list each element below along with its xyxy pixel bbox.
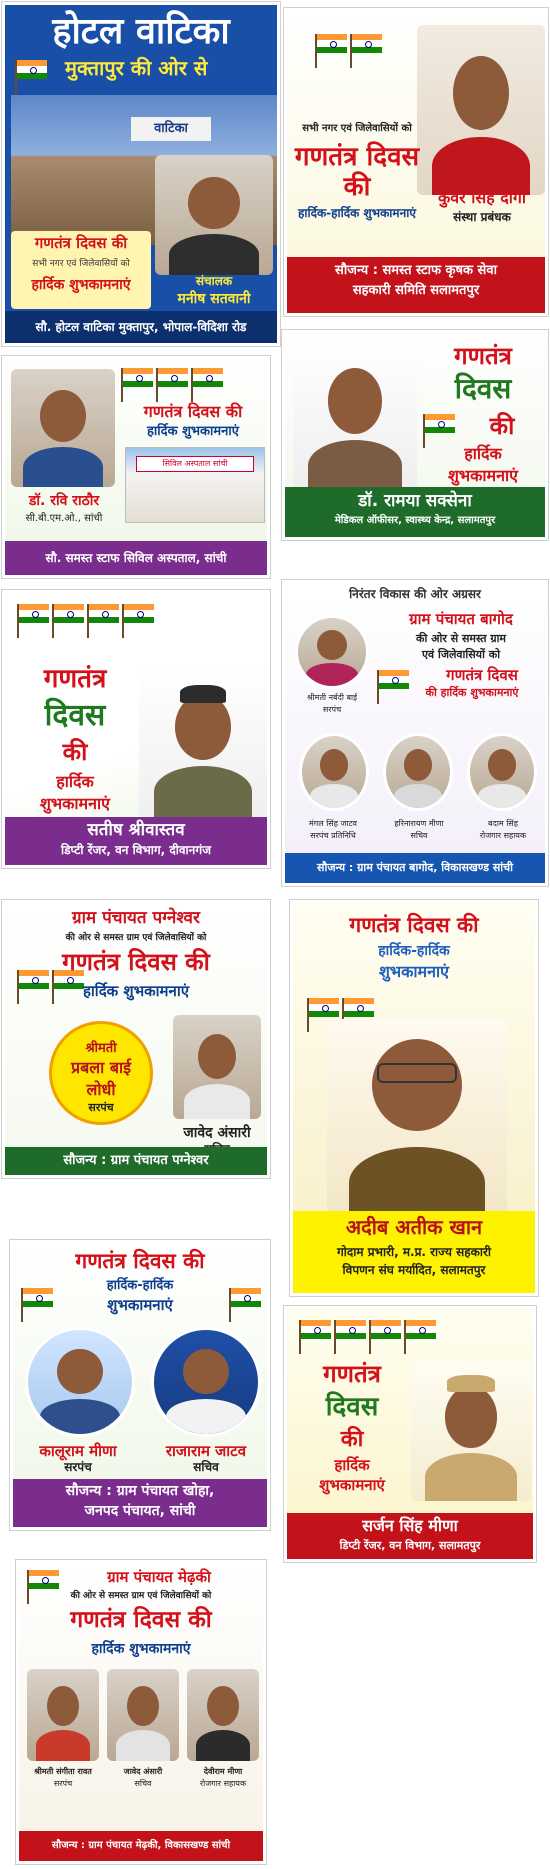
ad6-wish: की हार्दिक शुभकामनाएं [425,686,519,699]
ad7-badge-role: सरपंच [88,1101,114,1114]
ad-gram-panchayat-medhki [16,1560,266,1864]
ad11-person-3-name: देवीराम मीणा [203,1767,243,1776]
ad10-person-photo [411,1361,531,1501]
ad8-person-role-2: विपणन संघ मर्यादित, सलामतपुर [342,1263,486,1278]
ad5-flags-icon [19,603,154,624]
ad1-subtitle: मुक्तापुर की ओर से [65,56,208,80]
ad10-title-2: दिवस [325,1392,379,1422]
ad11-person-photo-3 [187,1669,259,1761]
ad7-badge-line1: श्रीमती [85,1041,117,1056]
ad-gram-panchayat-bagod [282,580,548,886]
ad2-footer-line1: सौजन्य : समस्त स्टाफ कृषक सेवा [335,263,497,278]
ad1-person-name: मनीष सतवानी [177,291,251,307]
ad9-person-photo-2 [151,1327,261,1437]
ad-civil-hospital [2,356,270,578]
ad6-person-1-role: सरपंच [322,705,342,714]
ad8-flags-icon [309,997,374,1018]
ad3-title: गणतंत्र दिवस की [143,402,243,421]
ad10-footer [287,1513,533,1559]
ad9-person-1-name: कालूराम मीणा [39,1442,117,1460]
ad6-person-2-name: मंगल सिंह जाटव [308,819,357,828]
ad3-person-name: डॉ. रवि राठौर [28,493,100,509]
ad8-wish-2: शुभकामनाएं [378,962,449,981]
ad1-greeting-title: गणतंत्र दिवस की [34,234,128,252]
ad6-person-photo-3 [383,733,453,811]
ad6-person-4-name: बदाम सिंह [488,819,518,828]
ad4-flags-icon [425,413,455,434]
ad11-person-1-name: श्रीमती संगीता रावत [34,1767,92,1776]
ad10-person-name: सर्जन सिंह मीणा [362,1516,458,1535]
ad7-footer: सौजन्य : ग्राम पंचायत पग्नेश्वर [5,1147,267,1175]
ad1-greeting-box [11,231,151,309]
ad11-person-2-role: सचिव [134,1779,152,1788]
ad2-person-photo [417,25,545,195]
ad9-wish-2: शुभकामनाएं [107,1296,173,1314]
ad5-title-2: दिवस [44,698,106,733]
ad4-person-name: डॉ. रामया सक्सेना [358,491,472,511]
ad4-person-role: मेडिकल ऑफीसर, स्वास्थ्य केन्द्र, सलामतपुर [334,515,496,527]
crossed-flags-icon [317,33,382,54]
ad6-person-4-role: रोजगार सहायक [479,831,527,840]
ad3-footer: सौ. समस्त स्टाफ सिविल अस्पताल, सांची [5,541,267,575]
ad10-flags-icon [301,1319,436,1340]
flag-icon [17,59,47,80]
ad4-title-3: की [489,412,515,440]
ad6-person-photo-1 [295,615,369,689]
ad1-person-role: संचालक [195,274,233,288]
hospital-building-photo [125,447,265,523]
ad-gram-panchayat-pagneshwar [2,900,270,1178]
ad11-person-photo-2 [107,1669,179,1761]
ad6-person-3-role: सचिव [410,831,428,840]
ad7-wish: हार्दिक शुभकामनाएं [82,982,190,1000]
ad10-wish-2: शुभकामनाएं [319,1476,385,1494]
ad-kunwar-singh-dangi [284,8,548,316]
ad7-intro: की ओर से समस्त ग्राम एवं जिलेवासियों को [65,933,207,943]
ad7-badge-line2: प्रबला बाई [71,1058,131,1077]
ad5-wish-1: हार्दिक [56,772,94,791]
ad2-title: गणतंत्र दिवस की [294,142,420,202]
ad6-org: ग्राम पंचायत बागोद [409,610,513,628]
ad11-org: ग्राम पंचायत मेढ़की [107,1568,211,1586]
ad11-person-2-name: जावेद अंसारी [123,1767,163,1776]
ad6-intro-2: एवं जिलेवासियों को [421,648,501,661]
ad4-footer [285,487,545,537]
ad-dr-ramya-saxena [282,330,548,540]
ad8-person-photo [327,1019,507,1219]
ad8-title: गणतंत्र दिवस की [349,913,479,937]
ad2-wish: हार्दिक-हार्दिक शुभकामनाएं [297,206,416,220]
ad6-title: गणतंत्र दिवस [446,666,518,684]
ad11-title: गणतंत्र दिवस की [70,1607,212,1633]
ad2-intro: सभी नगर एवं जिलेवासियों को [302,123,412,134]
ad-gram-panchayat-khoha [10,1240,270,1530]
ad5-person-name: सतीष श्रीवास्तव [87,820,185,840]
ad9-person-2-name: राजाराम जाटव [165,1442,247,1460]
ad5-wish-2: शुभकामनाएं [39,794,110,813]
ad11-person-3-role: रोजगार सहायक [199,1779,247,1788]
ad11-footer: सौजन्य : ग्राम पंचायत मेढ़की, विकासखण्ड सांची [19,1831,263,1861]
ad10-title-3: की [340,1427,364,1452]
ad9-footer [13,1479,267,1527]
ad4-title-1: गणतंत्र [454,342,512,370]
hotel-sign: वाटिका [131,117,211,141]
ad1-footer: सौ. होटल वाटिका मुक्तापुर, भोपाल-विदिशा रोड [5,311,277,343]
ad9-footer-line2: जनपद पंचायत, सांची [84,1502,196,1519]
ad6-person-photo-2 [299,733,369,811]
ad3-person-role: सी.बी.एम.ओ., सांची [25,513,103,524]
ad-satish-shrivastav [2,590,270,868]
ad2-footer-line2: सहकारी समिति सलामतपुर [352,282,480,298]
ad3-flags-icon [123,367,223,388]
ad6-header: निरंतर विकास की ओर अग्रसर [285,583,545,605]
ad7-title: गणतंत्र दिवस की [62,948,210,976]
ad7-person-photo [173,1015,261,1119]
ad-hotel-vatika [2,2,280,346]
ad9-footer-line1: सौजन्य : ग्राम पंचायत खोहा, [65,1483,215,1499]
ad10-wish-1: हार्दिक [334,1456,370,1474]
ad9-flags-left-icon [23,1287,53,1308]
ad-sarjan-singh-meena [284,1306,536,1562]
ad11-intro: की ओर से समस्त ग्राम एवं जिलेवासियों को [70,1591,212,1601]
ad8-person-role-1: गोदाम प्रभारी, म.प्र. राज्य सहकारी [337,1245,491,1259]
ad1-title: होटल वाटिका [52,11,230,52]
ad6-person-3-name: हरिनारायण मीणा [394,819,444,828]
ad1-greeting-sub: सभी नगर एवं जिलेवासियों को [32,259,130,269]
ad4-wish-1: हार्दिक [464,444,502,463]
ad5-footer [5,817,267,865]
ad9-flags-right-icon [231,1287,261,1308]
ad7-badge-line3: लोधी [86,1080,116,1099]
ad8-person-name: अदीब अतीक खान [345,1215,483,1239]
ad11-person-photo-1 [27,1669,99,1761]
ad4-title-2: दिवस [454,372,512,405]
ad7-person-name: जावेद अंसारी [183,1125,251,1141]
ad5-person-role: डिप्टी रेंजर, वन विभाग, दीवानगंज [61,843,211,858]
ad5-person-photo [139,667,267,817]
ad11-wish: हार्दिक शुभकामनाएं [91,1641,191,1657]
ad9-person-1-role: सरपंच [64,1460,92,1474]
ad10-title-1: गणतंत्र [323,1360,381,1388]
ad2-footer [287,257,545,313]
ad3-person-photo [11,369,115,487]
ad8-footer [293,1211,535,1293]
ad1-greeting-wish: हार्दिक शुभकामनाएं [31,277,131,293]
ad11-person-1-role: सरपंच [53,1779,73,1788]
ad6-person-2-role: सरपंच प्रतिनिधि [310,831,356,840]
ad9-title: गणतंत्र दिवस की [75,1249,205,1273]
ad6-person-1-name: श्रीमती नर्बदी बाई [306,693,358,702]
ad9-person-photo-1 [25,1327,135,1437]
ad7-sarpanch-badge [49,1021,153,1125]
ad10-person-role: डिप्टी रेंजर, वन विभाग, सलामतपुर [339,1539,481,1553]
ad2-person-role: संस्था प्रबंधक [453,210,511,224]
ad-adib-atik-khan [290,900,538,1296]
ad6-intro-1: की ओर से समस्त ग्राम [416,632,506,645]
ad7-org: ग्राम पंचायत पग्नेश्वर [72,908,200,928]
ad4-wish-2: शुभकामनाएं [447,466,518,485]
ad1-person-photo [155,155,273,275]
ad5-title-3: की [62,738,88,766]
ad2-person-name: कुंवर सिंह दांगी [437,188,527,207]
ad6-footer: सौजन्य : ग्राम पंचायत बागोद, विकासखण्ड सांची [285,853,545,883]
ad5-title-1: गणतंत्र [43,664,107,694]
ad6-person-photo-4 [467,733,537,811]
ad4-person-photo [293,341,417,491]
ad9-person-2-role: सचिव [193,1460,219,1474]
ad3-wish: हार्दिक शुभकामनाएं [147,424,239,439]
hospital-sign: सिविल अस्पताल सांची [136,456,254,472]
ad9-wish-1: हार्दिक-हार्दिक [106,1278,174,1293]
ad8-wish-1: हार्दिक-हार्दिक [378,943,450,959]
